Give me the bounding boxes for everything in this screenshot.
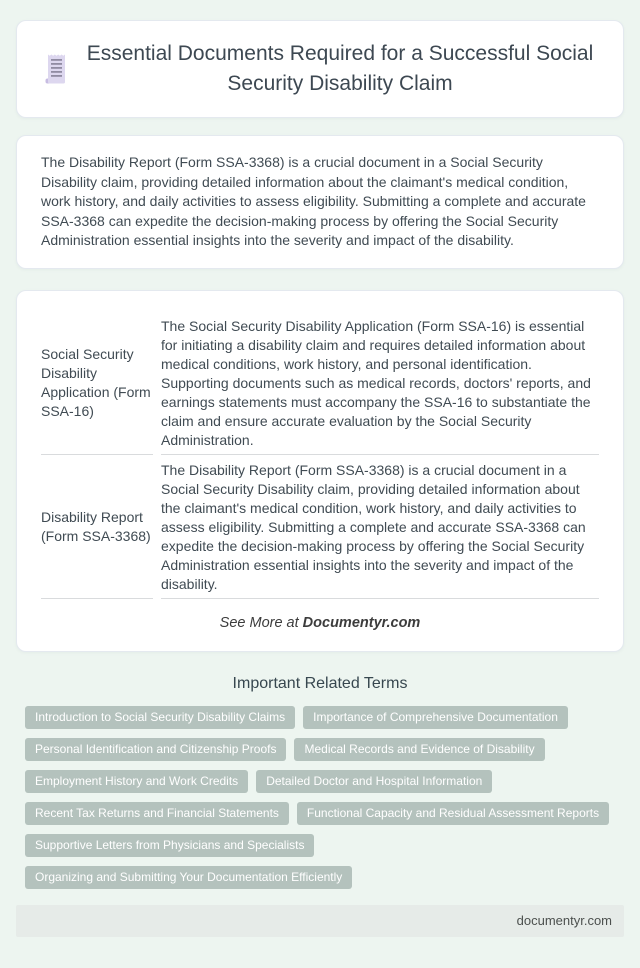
related-term-tag[interactable]: Employment History and Work Credits xyxy=(25,770,248,793)
page-title: Essential Documents Required for a Successful Social Security Disability Claim xyxy=(86,42,594,95)
see-more-line xyxy=(41,615,599,631)
tag-row xyxy=(25,834,615,857)
tag-row xyxy=(25,866,615,889)
related-term-tag[interactable]: Organizing and Submitting Your Documentation Efficiently xyxy=(25,866,352,889)
related-term-tag[interactable]: Importance of Comprehensive Documentation xyxy=(303,706,568,729)
documents-table xyxy=(33,311,607,599)
tag-row xyxy=(25,770,615,793)
receipt-icon xyxy=(43,53,69,85)
related-terms-list xyxy=(16,706,624,889)
document-term: Disability Report (Form SSA-3368) xyxy=(41,455,153,599)
related-term-tag[interactable]: Medical Records and Evidence of Disability xyxy=(294,738,544,761)
table-row-ssa16 xyxy=(41,311,599,455)
see-more-text: See More at xyxy=(219,614,303,631)
document-term: Social Security Disability Application (Form SSA-16) xyxy=(41,311,153,455)
table-row-ssa3368 xyxy=(41,455,599,599)
header-card xyxy=(16,20,624,118)
related-term-tag[interactable]: Recent Tax Returns and Financial Statements xyxy=(25,802,289,825)
related-term-tag[interactable]: Functional Capacity and Residual Assessment Reports xyxy=(297,802,609,825)
intro-card xyxy=(16,135,624,269)
tag-row xyxy=(25,802,615,825)
tag-row xyxy=(25,706,615,729)
see-more-brand-link[interactable]: Documentyr.com xyxy=(302,614,421,631)
related-term-tag[interactable]: Personal Identification and Citizenship Proofs xyxy=(25,738,286,761)
tag-row xyxy=(25,738,615,761)
related-term-tag[interactable]: Detailed Doctor and Hospital Information xyxy=(256,770,492,793)
document-description: The Social Security Disability Application (Form SSA-16) is essential for initiating a disability claim and requires detailed information about medical conditions, work history, and personal identification. Supporting documents such as medical records, doctors' reports, and earnings statements must accompany the SSA-16 to substantiate the claim and ensure accurate evaluation by the Social Security Administration. xyxy=(161,311,599,455)
documents-card xyxy=(16,290,624,652)
document-description: The Disability Report (Form SSA-3368) is a crucial document in a Social Security Disability claim, providing detailed information about the claimant's medical condition, work history, and daily activities to assess eligibility. Submitting a complete and accurate SSA-3368 can expedite the decision-making process by offering the Social Security Administration essential insights into the severity and impact of the disability. xyxy=(161,455,599,599)
related-term-tag[interactable]: Supportive Letters from Physicians and Specialists xyxy=(25,834,314,857)
footer-domain: documentyr.com xyxy=(516,913,612,928)
intro-text: The Disability Report (Form SSA-3368) is a crucial document in a Social Security Disability claim, providing detailed information about the claimant's medical condition, work history, and daily activities to assess eligibility. Submitting a complete and accurate SSA-3368 can expedite the decision-making process by offering the Social Security Administration essential insights into the severity and impact of the disability. xyxy=(41,154,586,248)
related-term-tag[interactable]: Introduction to Social Security Disability Claims xyxy=(25,706,295,729)
footer-bar xyxy=(16,905,624,937)
related-terms-heading: Important Related Terms xyxy=(232,674,408,692)
